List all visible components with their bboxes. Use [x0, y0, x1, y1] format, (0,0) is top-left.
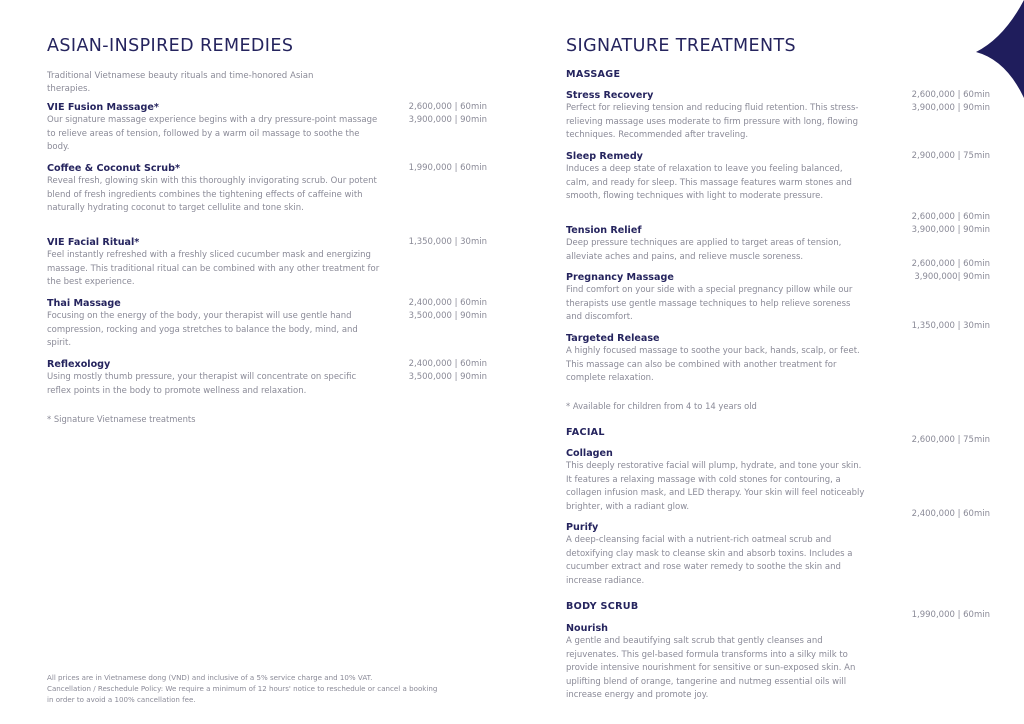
treatment-description: This deeply restorative facial will plump, hydrate, and tone your skin. It features a relaxing massage with cold stones for contouring, a collagen infusion mask, and LED therapy. Your skin will feel noticeably brighter, with a radiant glow. [566, 461, 865, 512]
treatment-description: Perfect for relieving tension and reducing fluid retention. This stress-relieving massage uses moderate to firm pressure with long, flowing techniques. Recommended after traveling. [566, 103, 859, 140]
treatment-price: 2,400,000 | 60min 3,500,000 | 90min [408, 298, 487, 322]
treatment-description: Deep pressure techniques are applied to target areas of tension, alleviate aches and pains, and relieve muscle soreness. [566, 238, 842, 262]
children-note: * Available for children from 4 to 14 years old [566, 401, 757, 411]
treatment-price: 2,600,000 | 75min [911, 435, 990, 445]
treatment-name: VIE Fusion Massage* [47, 102, 159, 113]
treatment-description: Find comfort on your side with a special pregnancy pillow while our therapists use gentle massage techniques to help relieve soreness and discomfort. [566, 285, 853, 322]
treatment-item [47, 101, 487, 155]
treatment-item [47, 358, 487, 398]
treatment-price: 2,600,000 | 60min 3,900,000 | 90min [911, 212, 990, 236]
treatment-item [47, 162, 487, 216]
treatment-item [566, 521, 990, 588]
treatment-name: Thai Massage [47, 298, 121, 309]
treatment-item [47, 236, 487, 290]
treatment-description: A gentle and beautifying salt scrub that gently cleanses and rejuvenates. This gel-based formula transforms into a silky milk to provide intensive nourishment for sensitive or sun-exposed skin. An uplifting blend of orange, tangerine and nutmeg essential oils will increase energy and promote joy. [566, 636, 856, 700]
treatment-description: Our signature massage experience begins with a dry pressure-point massage to relieve areas of tension, followed by a warm oil massage to soothe the body. [47, 115, 378, 152]
section-heading-body-scrub: BODY SCRUB [566, 601, 639, 612]
treatment-price: 2,600,000 | 60min 3,900,000| 90min [911, 259, 990, 283]
treatment-name: Pregnancy Massage [566, 272, 674, 283]
treatment-name: Reflexology [47, 359, 111, 370]
page-title: ASIAN-INSPIRED REMEDIES [47, 36, 294, 56]
treatment-name: Coffee & Coconut Scrub* [47, 163, 181, 174]
treatment-item [566, 622, 990, 703]
treatment-price: 2,600,000 | 60min 3,900,000 | 90min [911, 90, 990, 114]
treatment-price: 1,350,000 | 30min [408, 237, 487, 247]
treatment-price: 1,990,000 | 60min [408, 163, 487, 173]
treatment-description: A deep-cleansing facial with a nutrient-rich oatmeal scrub and detoxifying clay mask to cleanse skin and absorb toxins. Includes a cucumber extract and rose water remedy to soothe the skin and increase radiance. [566, 535, 853, 586]
treatment-description: A highly focused massage to soothe your back, hands, scalp, or feet. This massage can also be combined with another treatment for complete relaxation. [566, 346, 860, 383]
treatment-description: Using mostly thumb pressure, your therapist will concentrate on specific reflex points in the body to promote wellness and relaxation. [47, 372, 357, 396]
treatment-name: Purify [566, 522, 599, 533]
treatment-description: Focusing on the energy of the body, your therapist will use gentle hand compression, rocking and yoga stretches to balance the body, mind, and spirit. [47, 311, 358, 348]
treatment-name: Nourish [566, 623, 609, 634]
treatment-description: Feel instantly refreshed with a freshly sliced cucumber mask and energizing massage. This traditional ritual can be combined with any other treatment for the best experience. [47, 250, 380, 287]
treatment-item [566, 447, 990, 514]
treatment-name: Stress Recovery [566, 90, 654, 101]
treatment-price: 2,400,000 | 60min [911, 509, 990, 519]
treatment-item [47, 297, 487, 351]
treatment-price: 2,400,000 | 60min 3,500,000 | 90min [408, 359, 487, 383]
section-heading-facial: FACIAL [566, 427, 605, 438]
treatment-item [566, 332, 990, 386]
page-title: SIGNATURE TREATMENTS [566, 36, 797, 56]
treatment-description: Induces a deep state of relaxation to leave you feeling balanced, calm, and ready for sleep. This massage features warm stones and smooth, flowing techniques with light to moderate pressure. [566, 164, 852, 201]
treatment-price: 1,350,000 | 30min [911, 321, 990, 331]
intro-text: Traditional Vietnamese beauty rituals and time-honored Asian therapies. [47, 71, 314, 94]
treatment-price: 1,990,000 | 60min [911, 610, 990, 620]
treatment-name: Targeted Release [566, 333, 660, 344]
corner-decoration [976, 0, 1024, 98]
treatment-price: 2,900,000 | 75min [911, 151, 990, 161]
treatment-name: VIE Facial Ritual* [47, 237, 140, 248]
treatment-name: Sleep Remedy [566, 151, 643, 162]
treatment-name: Collagen [566, 448, 613, 459]
footer-policy: All prices are in Vietnamese dong (VND) and inclusive of a 5% service charge and 10% VAT. Cancellation / Reschedule Policy: We require a minimum of 12 hours' notice to reschedule or cancel a booking in order to avoid a 100% cancellation fee. [47, 673, 438, 704]
treatment-price: 2,600,000 | 60min 3,900,000 | 90min [408, 102, 487, 126]
section-heading-massage: MASSAGE [566, 69, 621, 80]
treatment-name: Tension Relief [566, 225, 642, 236]
signature-note: * Signature Vietnamese treatments [47, 414, 196, 424]
treatment-description: Reveal fresh, glowing skin with this thoroughly invigorating scrub. Our potent blend of fresh ingredients combines the tightening effects of caffeine with naturally hydrating coconut to target cellulite and tone skin. [47, 176, 377, 213]
